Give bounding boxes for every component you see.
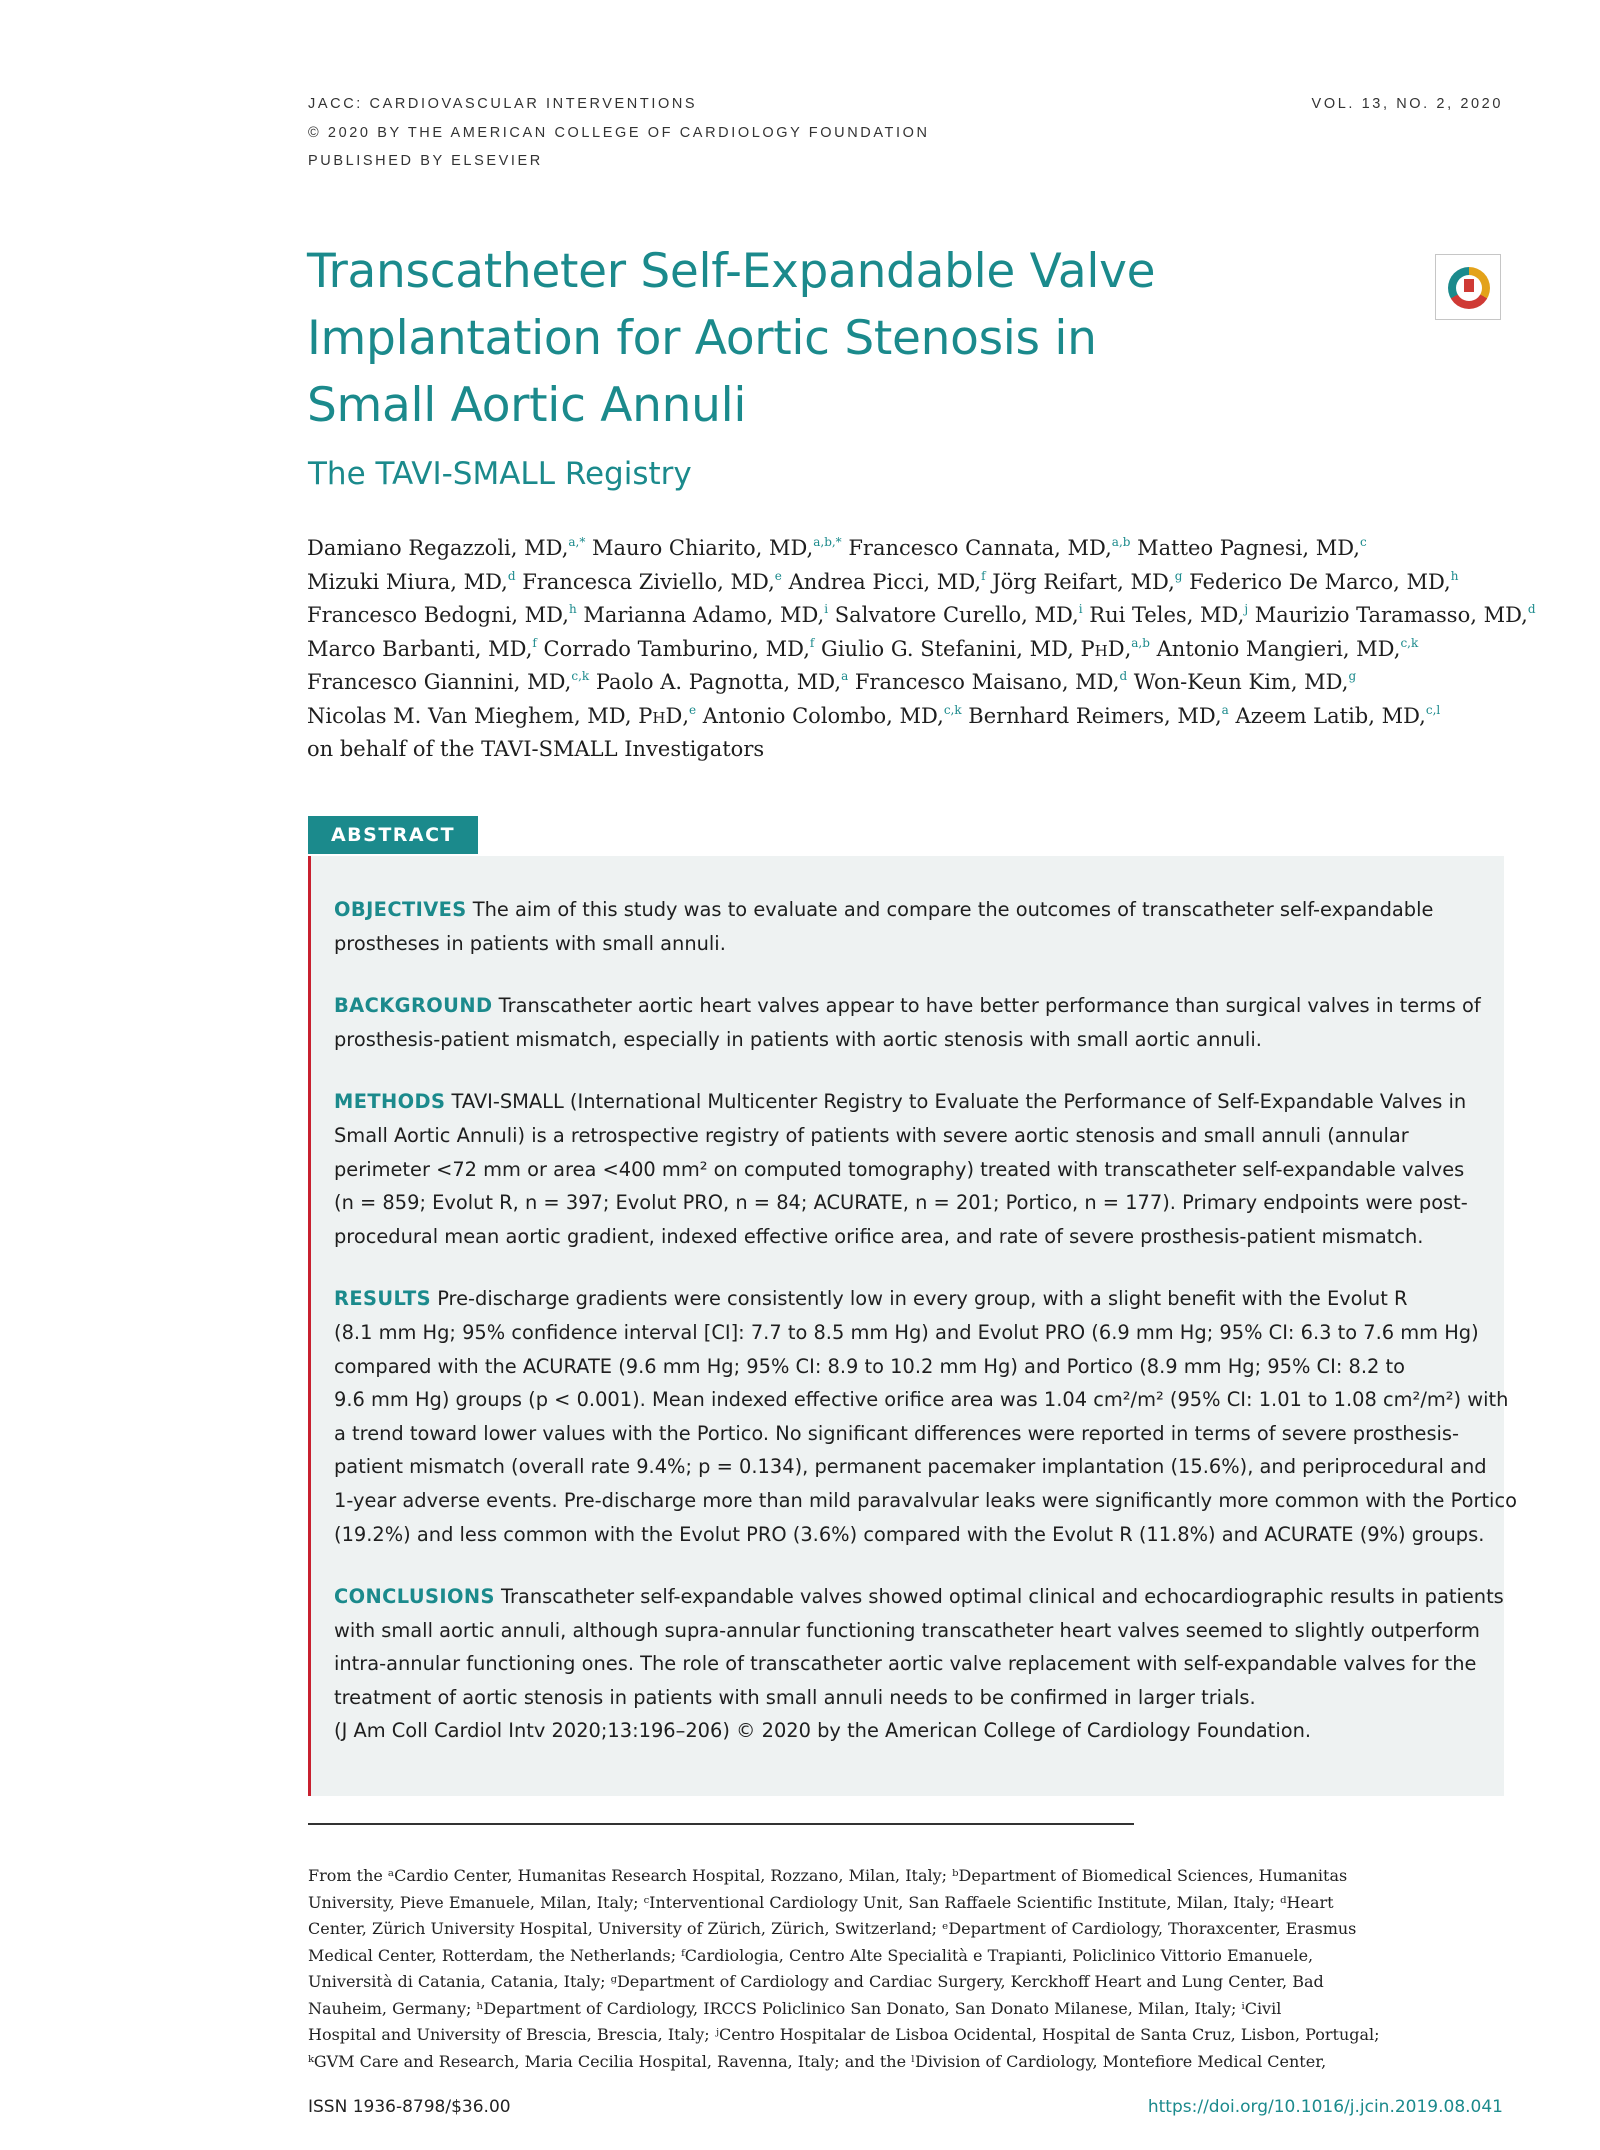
author-affiliation-marker[interactable]: c,k	[1400, 635, 1419, 650]
copyright-line: © 2020 BY THE AMERICAN COLLEGE OF CARDIOLOGY FOUNDATION	[308, 125, 930, 141]
abstract-line	[334, 1580, 1504, 1614]
author-name: Nicolas M. Van Mieghem, MD,	[307, 703, 639, 728]
author-name: Francesco Bedogni, MD,	[307, 603, 569, 627]
abstract-keyword: BACKGROUND	[334, 994, 493, 1018]
author-name: Marco Barbanti, MD,	[307, 636, 533, 661]
abstract-line	[334, 1417, 1464, 1451]
issn: ISSN 1936-8798/$36.00	[308, 2097, 511, 2117]
author-affiliation-marker[interactable]: a,b	[1131, 635, 1150, 650]
abstract-line	[334, 1383, 1509, 1417]
author-affiliation-marker[interactable]: a,b,*	[813, 535, 842, 549]
abstract-keyword: CONCLUSIONS	[334, 1585, 495, 1609]
crossmark-button[interactable]	[1435, 254, 1501, 320]
author-line	[307, 700, 1507, 734]
abstract-text: Transcatheter aortic heart valves appear to have better performance than surgical valves in terms of	[492, 994, 1481, 1018]
author-affiliation-marker[interactable]: c	[1360, 535, 1367, 549]
author-name: Federico De Marco, MD,	[1182, 569, 1451, 594]
author-affiliation-marker[interactable]: h	[1450, 568, 1459, 583]
article-subtitle: The TAVI-SMALL Registry	[308, 456, 692, 492]
abstract-line	[334, 1714, 1464, 1748]
abstract-text: TAVI-SMALL (International Multicenter Registry to Evaluate the Performance of Self-Expandable Valves in	[445, 1090, 1467, 1114]
author-affiliation-marker[interactable]: d	[1119, 669, 1128, 683]
publisher-line: PUBLISHED BY ELSEVIER	[308, 153, 543, 169]
abstract-line	[334, 1153, 1464, 1187]
author-affiliation-marker[interactable]: a,*	[568, 535, 586, 549]
abstract-section-objectives	[334, 893, 1464, 960]
author-affiliation-marker[interactable]: i	[1078, 602, 1083, 616]
author-name: Giulio G. Stefanini, MD,	[814, 636, 1081, 661]
affiliation-line: Università di Catania, Catania, Italy; ᵍDepartment of Cardiology and Cardiac Surgery, Kerckhoff Heart and Lung Center, Bad	[308, 1972, 1324, 1991]
abstract-text: Pre-discharge gradients were consistently low in every group, with a slight benefit with the Evolut R	[431, 1287, 1408, 1311]
abstract-text: The aim of this study was to evaluate and compare the outcomes of transcatheter self-expandable	[466, 898, 1434, 921]
abstract-line	[334, 1681, 1464, 1715]
author-name: Andrea Picci, MD,	[781, 569, 982, 594]
affiliation-line: Hospital and University of Brescia, Brescia, Italy; ʲCentro Hospitalar de Lisboa Ocidental, Hospital de Santa Cruz, Lisbon, Portugal;	[308, 2025, 1380, 2044]
doi-link[interactable]: https://doi.org/10.1016/j.jcin.2019.08.041	[1147, 2097, 1503, 2117]
abstract-line	[334, 1614, 1480, 1648]
abstract-line	[334, 1186, 1468, 1220]
author-affiliation-marker[interactable]: d	[507, 568, 516, 583]
author-name: Francesco Giannini, MD,	[307, 670, 572, 694]
abstract-line	[334, 1119, 1464, 1153]
affiliations	[308, 1863, 1380, 2075]
author-name: PhD	[638, 703, 683, 728]
author-name: Marianna Adamo, MD,	[576, 603, 825, 627]
abstract-label: ABSTRACT	[308, 816, 478, 854]
abstract-text: prosthesis-patient mismatch, especially in patients with aortic stenosis with small aortic annuli.	[334, 1027, 1262, 1051]
author-name: ,	[682, 703, 689, 728]
abstract-section-conclusions	[334, 1580, 1504, 1748]
abstract-section-results	[334, 1282, 1517, 1551]
abstract-text: 9.6 mm Hg) groups (p < 0.001). Mean indexed effective orifice area was 1.04 cm²/m² (95% CI: 1.01 to 1.08 cm²/m²) with	[334, 1388, 1509, 1412]
author-name: Bernhard Reimers, MD,	[961, 703, 1222, 728]
author-name: on behalf of the TAVI-SMALL Investigators	[307, 737, 765, 761]
affiliation-line: Nauheim, Germany; ʰDepartment of Cardiology, IRCCS Policlinico San Donato, San Donato Milanese, Milan, Italy; ⁱCivil	[308, 1998, 1282, 2018]
author-affiliation-marker[interactable]: f	[809, 635, 815, 650]
abstract-keyword: RESULTS	[334, 1287, 432, 1311]
abstract-text: (n = 859; Evolut R, n = 397; Evolut PRO, n = 84; ACURATE, n = 201; Portico, n = 177). Primary endpoints were post-	[334, 1191, 1468, 1215]
author-name: Damiano Regazzoli, MD,	[307, 536, 569, 560]
abstract-line	[334, 1484, 1517, 1518]
abstract-text: prostheses in patients with small annuli.	[334, 931, 726, 955]
author-line	[307, 733, 1507, 767]
abstract-line	[334, 1450, 1487, 1484]
author-affiliation-marker[interactable]: c,k	[571, 669, 590, 683]
abstract-keyword: METHODS	[334, 1090, 446, 1114]
article-title	[307, 238, 1155, 439]
author-affiliation-marker[interactable]: c,l	[1425, 702, 1441, 717]
author-affiliation-marker[interactable]: f	[532, 635, 537, 650]
volume-info: VOL. 13, NO. 2, 2020	[1311, 96, 1503, 112]
abstract-text: compared with the ACURATE (9.6 mm Hg; 95% CI: 8.9 to 10.2 mm Hg) and Portico (8.9 mm Hg; 95% CI: 8.2 to	[334, 1354, 1405, 1378]
author-affiliation-marker[interactable]: i	[824, 602, 829, 616]
author-name: Antonio Mangieri, MD,	[1149, 636, 1401, 661]
author-affiliation-marker[interactable]: j	[1244, 602, 1249, 616]
author-name: Francesco Cannata, MD,	[841, 536, 1112, 560]
abstract-text: (8.1 mm Hg; 95% confidence interval [CI]: 7.7 to 8.5 mm Hg) and Evolut PRO (6.9 mm Hg; 95% CI: 6.3 to 7.6 mm Hg)	[334, 1320, 1479, 1344]
author-affiliation-marker[interactable]: e	[689, 702, 697, 717]
abstract-line	[334, 1350, 1464, 1384]
author-name: Antonio Colombo, MD,	[696, 703, 944, 728]
author-affiliation-marker[interactable]: a	[841, 669, 849, 683]
author-name: Azeem Latib, MD,	[1228, 703, 1426, 728]
abstract-line	[334, 927, 1464, 961]
abstract-section-methods	[334, 1085, 1468, 1253]
author-name: Jörg Reifart, MD,	[985, 569, 1175, 594]
author-line	[307, 599, 1536, 633]
abstract-text: (19.2%) and less common with the Evolut PRO (3.6%) compared with the Evolut R (11.8%) and ACURATE (9%) groups.	[334, 1522, 1485, 1546]
abstract-text: Small Aortic Annuli) is a retrospective registry of patients with severe aortic stenosis and small annuli (annular	[334, 1123, 1409, 1147]
author-name: ,	[1124, 636, 1132, 661]
abstract-line	[334, 1518, 1485, 1552]
affiliation-line: Medical Center, Rotterdam, the Netherlands; ᶠCardiologia, Centro Alte Specialità e Trapianti, Policlinico Vittorio Emanuele,	[308, 1945, 1314, 1965]
abstract-text: procedural mean aortic gradient, indexed effective orifice area, and rate of severe prosthesis-patient mismatch.	[334, 1224, 1424, 1248]
author-affiliation-marker[interactable]: g	[1174, 568, 1183, 583]
author-affiliation-marker[interactable]: g	[1348, 669, 1357, 683]
abstract-line	[334, 893, 1464, 927]
abstract-text: perimeter <72 mm or area <400 mm² on computed tomography) treated with transcatheter self-expandable valves	[334, 1157, 1465, 1181]
author-line	[307, 666, 1507, 700]
author-list	[307, 532, 1536, 767]
author-name: Francesca Ziviello, MD,	[515, 569, 775, 594]
abstract-section-background	[334, 989, 1481, 1056]
footnote-divider	[308, 1823, 1134, 1825]
abstract-text: with small aortic annuli, although supra-annular functioning transcatheter heart valves seemed to slightly outperform	[334, 1618, 1480, 1642]
crossmark-icon	[1448, 267, 1490, 309]
author-affiliation-marker[interactable]: e	[774, 568, 782, 583]
author-affiliation-marker[interactable]: c,k	[943, 702, 962, 717]
author-name: Mizuki Miura, MD,	[307, 569, 508, 594]
abstract-line	[334, 1316, 1479, 1350]
author-name: Corrado Tamburino, MD,	[536, 636, 810, 661]
author-line	[307, 532, 1507, 566]
abstract-line	[334, 1647, 1477, 1681]
abstract-text: (J Am Coll Cardiol Intv 2020;13:196–206) © 2020 by the American College of Cardiology Foundation.	[334, 1719, 1312, 1743]
author-line	[307, 633, 1507, 667]
author-name: PhD	[1080, 636, 1125, 661]
author-name: Mauro Chiarito, MD,	[585, 536, 814, 560]
author-name: Rui Teles, MD,	[1082, 603, 1245, 627]
author-name: Paolo A. Pagnotta, MD,	[589, 670, 842, 694]
abstract-line	[334, 1085, 1467, 1119]
author-name: Won-Keun Kim, MD,	[1127, 670, 1349, 694]
title-line: Transcatheter Self-Expandable Valve	[307, 244, 1156, 299]
author-name: Salvatore Curello, MD,	[828, 603, 1079, 627]
abstract-line	[334, 1220, 1464, 1254]
abstract-body	[334, 893, 1517, 1748]
affiliation-line: ᵏGVM Care and Research, Maria Cecilia Hospital, Ravenna, Italy; and the ˡDivision of Cardiology, Montefiore Medical Center,	[308, 2051, 1327, 2071]
author-affiliation-marker[interactable]: f	[981, 568, 986, 583]
abstract-text: Transcatheter self-expandable valves showed optimal clinical and echocardiographic results in patients	[494, 1585, 1504, 1609]
journal-name: JACC: CARDIOVASCULAR INTERVENTIONS	[308, 96, 698, 112]
author-affiliation-marker[interactable]: d	[1527, 602, 1536, 616]
affiliation-line: From the ᵃCardio Center, Humanitas Research Hospital, Rozzano, Milan, Italy; ᵇDepartment of Biomedical Sciences, Humanitas	[308, 1866, 1348, 1885]
title-line: Implantation for Aortic Stenosis in	[307, 311, 1097, 366]
author-line	[307, 566, 1507, 600]
affiliation-line: Center, Zürich University Hospital, University of Zürich, Zürich, Switzerland; ᵉDepartment of Cardiology, Thoraxcenter, Erasmus	[308, 1919, 1357, 1938]
abstract-text: treatment of aortic stenosis in patients with small annuli needs to be confirmed in larger trials.	[334, 1685, 1256, 1709]
author-affiliation-marker[interactable]: h	[568, 602, 577, 616]
abstract-accent-rule	[308, 856, 311, 1796]
author-name: Matteo Pagnesi, MD,	[1130, 536, 1360, 560]
abstract-text: a trend toward lower values with the Portico. No significant differences were reported in terms of severe prosthesis-	[334, 1421, 1460, 1445]
abstract-line	[334, 1282, 1464, 1316]
abstract-text: intra-annular functioning ones. The role of transcatheter aortic valve replacement with self-expandable valves for the	[334, 1652, 1477, 1676]
affiliation-line: University, Pieve Emanuele, Milan, Italy; ᶜInterventional Cardiology Unit, San Raffaele Scientific Institute, Milan, Italy; ᵈHeart	[308, 1892, 1334, 1912]
author-affiliation-marker[interactable]: a	[1221, 702, 1229, 717]
abstract-line	[334, 1023, 1464, 1057]
abstract-text: 1-year adverse events. Pre-discharge more than mild paravalvular leaks were significantly more common with the Portico	[334, 1488, 1517, 1512]
author-name: Maurizio Taramasso, MD,	[1248, 603, 1528, 627]
abstract-text: patient mismatch (overall rate 9.4%; p = 0.134), permanent pacemaker implantation (15.6%), and periprocedural and	[334, 1455, 1487, 1479]
abstract-line	[334, 989, 1481, 1023]
author-affiliation-marker[interactable]: a,b	[1111, 535, 1131, 549]
title-line: Small Aortic Annuli	[307, 378, 747, 433]
author-name: Francesco Maisano, MD,	[848, 670, 1120, 694]
abstract-keyword: OBJECTIVES	[334, 898, 467, 921]
